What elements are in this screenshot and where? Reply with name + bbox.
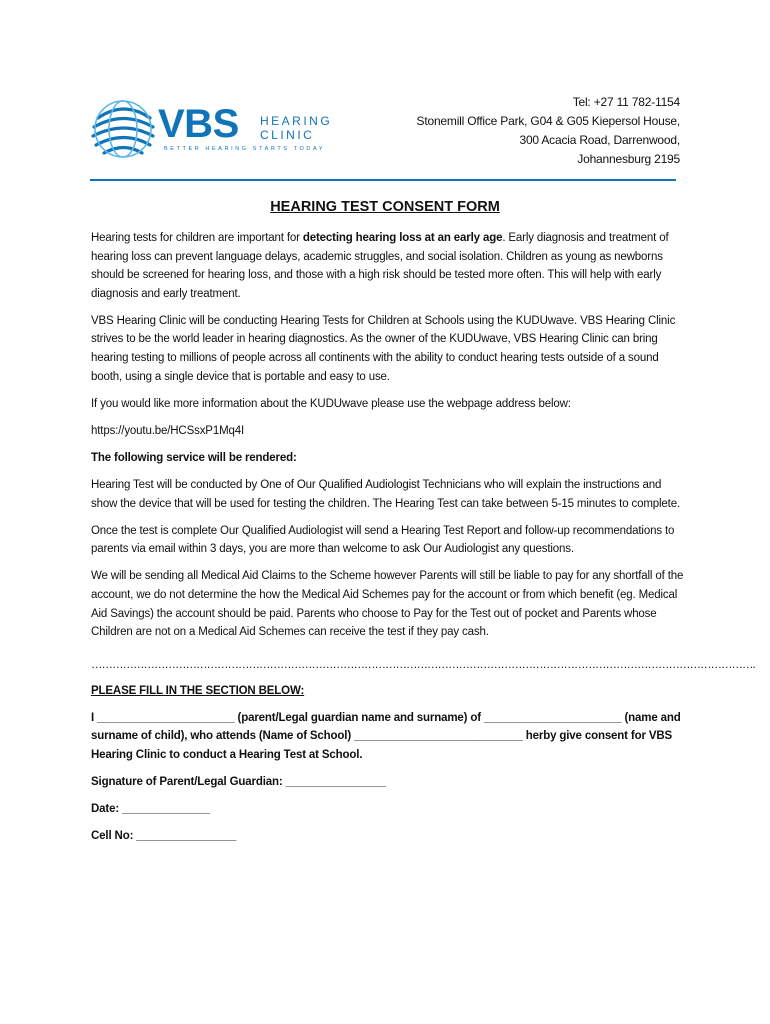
more-info-paragraph: If you would like more information about the KUDUwave please use the webpage address below: (91, 397, 571, 410)
address-phone: Tel: +27 11 782-1154 (572, 95, 680, 109)
video-link[interactable]: https://youtu.be/HCSsxP1Mq4I (91, 424, 245, 437)
contact-address (417, 93, 680, 169)
logo-subtitle (260, 114, 332, 142)
address-line: 300 Acacia Road, Darrenwood, (519, 133, 680, 147)
globe-icon (90, 96, 156, 162)
logo-subtitle-line2: CLINIC (260, 128, 315, 142)
header-divider (90, 179, 676, 181)
fill-heading: PLEASE FILL IN THE SECTION BELOW: (91, 684, 305, 697)
intro-text-start: Hearing tests for children are important for (91, 232, 303, 244)
logo-tagline: BETTER HEARING STARTS TODAY (164, 146, 326, 152)
address-line: Johannesburg 2195 (577, 152, 680, 166)
service-paragraph: Hearing Test will be conducted by One of Our Qualified Audiologist Technicians who will explain the instructions and show the device that will be used for testing the children. The Hearing Test can take between 5-15 minutes to complete. (91, 479, 681, 510)
separator-dots: ………………………………………………………………………………………………………………………………………………………………………. (91, 658, 755, 671)
intro-paragraph (91, 229, 687, 303)
intro-text-end: . Early diagnosis and treatment of hearing loss can prevent language delays, academic struggles, and social isolation. Children as young as newborns should be screened for hearing loss, and those with a high risk should be tested more often. This will help with early diagnosis and early treatment. (91, 232, 669, 300)
logo-subtitle-line1: HEARING (260, 114, 333, 128)
report-paragraph: Once the test is complete Our Qualified Audiologist will send a Hearing Test Report and follow-up recommendations to parents via email within 3 days, you are more than welcome to ask Our Audiologist any questions. (91, 524, 675, 556)
kuduwave-paragraph: VBS Hearing Clinic will be conducting Hearing Tests for Children at Schools using the KUDUwave. VBS Hearing Clinic strives to be the world leader in hearing diagnostics. As the owner of the KUDUwave, VBS Hearing Clinic can bring hearing testing to millions of people across all continents with the ability to conduct hearing tests outside of a sound booth, using a single device that is portable and easy to use. (91, 314, 676, 383)
fill-section (91, 682, 687, 846)
consent-statement[interactable]: I ______________________ (parent/Legal guardian name and surname) of ______________________ (name and surname of child), who attends (Name of School) ___________________________ herby give consent for VBS Hearing Clinic to conduct a Hearing Test at School. (91, 711, 681, 762)
intro-emphasis: detecting hearing loss at an early age (302, 232, 503, 244)
service-heading: The following service will be rendered: (91, 451, 297, 464)
logo-wordmark: VBS (158, 102, 239, 146)
date-field[interactable]: Date: ______________ (91, 803, 210, 816)
claims-paragraph: We will be sending all Medical Aid Claims to the Scheme however Parents will still be liable to pay for any shortfall of the account, we do not determine the how the Medical Aid Schemes pay for the account or from which benefit (eg. Medical Aid Savings) the account should be paid. Parents who choose to Pay for the Test out of pocket and Parents whose Children are not on a Medical Aid Schemes can receive the test if they pay cash. (91, 570, 684, 639)
cell-field[interactable]: Cell No: ________________ (91, 830, 237, 843)
form-body (91, 229, 755, 854)
address-line: Stonemill Office Park, G04 & G05 Kiepersol House, (416, 114, 680, 128)
page-title: HEARING TEST CONSENT FORM (270, 199, 500, 215)
vbs-logo (90, 96, 350, 162)
signature-field[interactable]: Signature of Parent/Legal Guardian: ________________ (91, 776, 386, 789)
